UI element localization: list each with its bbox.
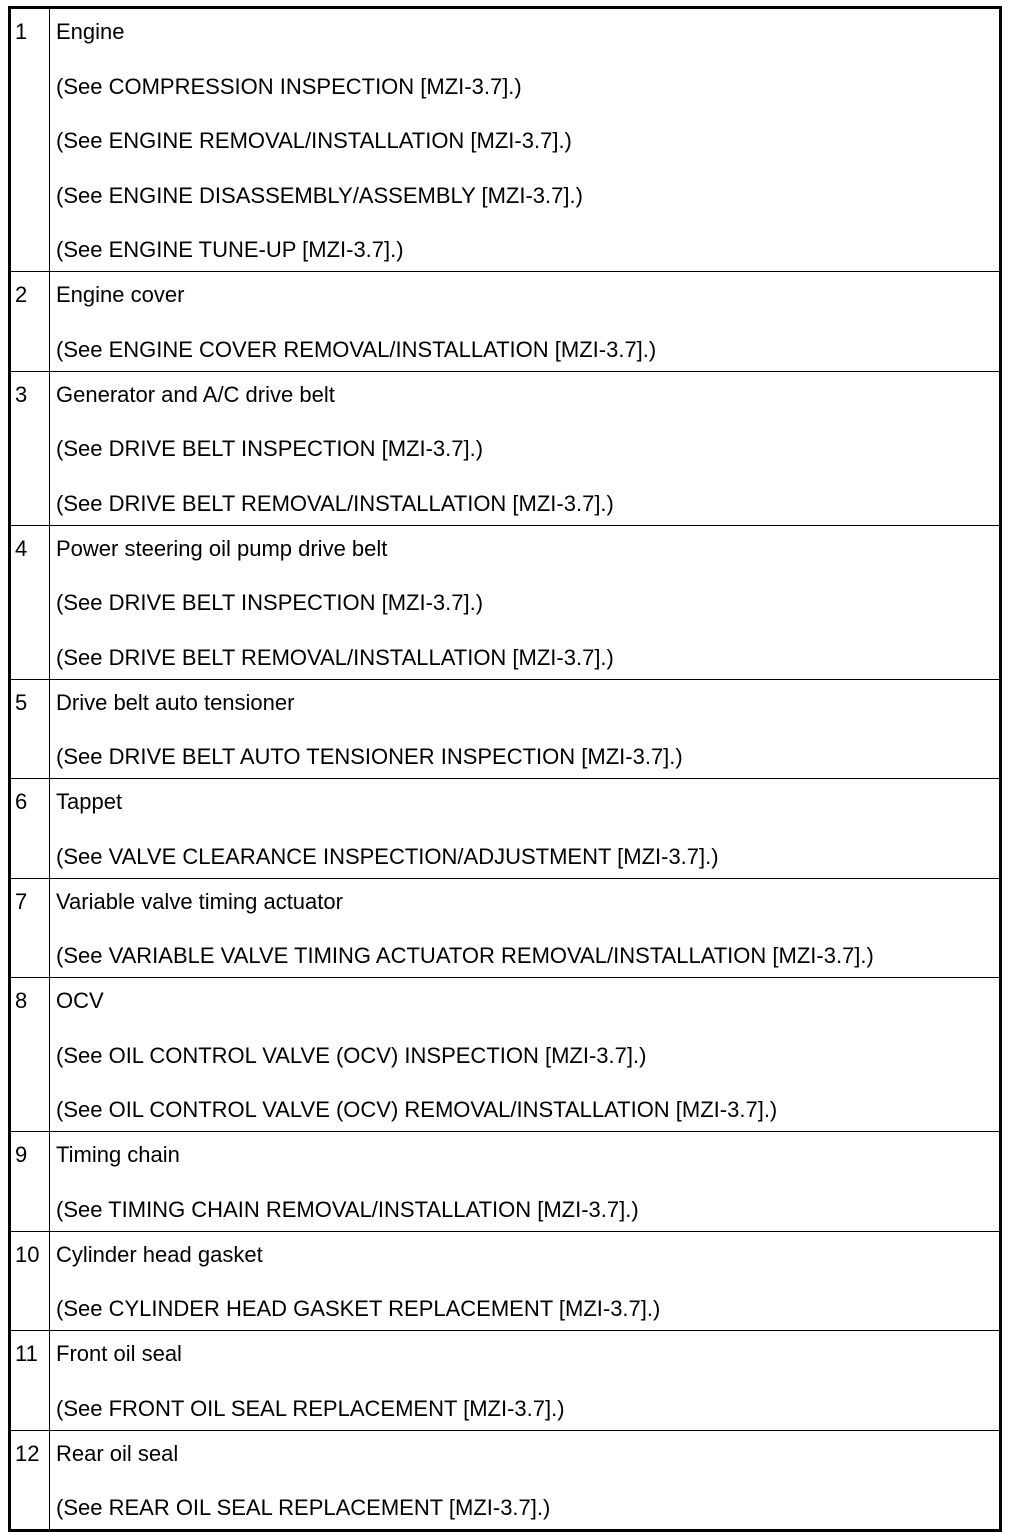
procedure-reference-link[interactable]: (See DRIVE BELT INSPECTION [MZI-3.7].) xyxy=(56,436,484,461)
component-name: Tappet xyxy=(56,789,123,814)
component-name: Power steering oil pump drive belt xyxy=(56,535,388,561)
row-content xyxy=(50,1331,1001,1431)
procedure-reference-link[interactable]: (See TIMING CHAIN REMOVAL/INSTALLATION [MZI-3.7].) xyxy=(56,1196,639,1222)
row-number: 4 xyxy=(10,525,50,679)
row-number: 12 xyxy=(10,1430,50,1531)
row-content xyxy=(50,878,1001,978)
row-number: 9 xyxy=(10,1132,50,1232)
component-name: Front oil seal xyxy=(56,1341,182,1366)
row-content xyxy=(50,272,1001,372)
row-content xyxy=(50,371,1001,525)
procedure-reference-link[interactable]: (See DRIVE BELT AUTO TENSIONER INSPECTION [MZI-3.7].) xyxy=(56,744,683,769)
row-content xyxy=(50,1231,1001,1331)
row-number: 1 xyxy=(10,8,50,272)
table-row xyxy=(10,878,1001,978)
row-number: 8 xyxy=(10,978,50,1132)
row-content xyxy=(50,1430,1001,1531)
component-name: Drive belt auto tensioner xyxy=(56,689,295,715)
row-number: 6 xyxy=(10,779,50,879)
procedure-reference-link[interactable]: (See DRIVE BELT REMOVAL/INSTALLATION [MZI-3.7].) xyxy=(56,490,614,516)
table-row xyxy=(10,1132,1001,1232)
component-name: OCV xyxy=(56,988,104,1013)
component-name: Generator and A/C drive belt xyxy=(56,381,335,407)
row-content xyxy=(50,8,1001,272)
row-content xyxy=(50,779,1001,879)
component-name: Rear oil seal xyxy=(56,1440,179,1466)
row-number: 3 xyxy=(10,371,50,525)
procedure-reference-link[interactable]: (See OIL CONTROL VALVE (OCV) REMOVAL/INSTALLATION [MZI-3.7].) xyxy=(56,1097,778,1122)
component-name: Cylinder head gasket xyxy=(56,1241,263,1267)
row-number: 11 xyxy=(10,1331,50,1431)
procedure-reference-link[interactable]: (See ENGINE COVER REMOVAL/INSTALLATION [MZI-3.7].) xyxy=(56,336,657,362)
table-row xyxy=(10,371,1001,525)
procedure-reference-link[interactable]: (See OIL CONTROL VALVE (OCV) INSPECTION [MZI-3.7].) xyxy=(56,1042,647,1068)
row-content xyxy=(50,525,1001,679)
procedure-reference-link[interactable]: (See FRONT OIL SEAL REPLACEMENT [MZI-3.7].) xyxy=(56,1395,565,1421)
table-row xyxy=(10,8,1001,272)
table-row xyxy=(10,1331,1001,1431)
row-number: 7 xyxy=(10,878,50,978)
procedure-reference-link[interactable]: (See VALVE CLEARANCE INSPECTION/ADJUSTMENT [MZI-3.7].) xyxy=(56,843,719,869)
procedure-reference-link[interactable]: (See DRIVE BELT INSPECTION [MZI-3.7].) xyxy=(56,590,484,615)
parts-reference-table xyxy=(8,6,1002,1532)
row-number: 2 xyxy=(10,272,50,372)
component-name: Engine xyxy=(56,19,125,44)
procedure-reference-link[interactable]: (See VARIABLE VALVE TIMING ACTUATOR REMOVAL/INSTALLATION [MZI-3.7].) xyxy=(56,943,874,968)
procedure-reference-link[interactable]: (See ENGINE TUNE-UP [MZI-3.7].) xyxy=(56,237,404,262)
table-row xyxy=(10,679,1001,779)
row-number: 5 xyxy=(10,679,50,779)
table-row xyxy=(10,1231,1001,1331)
procedure-reference-link[interactable]: (See DRIVE BELT REMOVAL/INSTALLATION [MZI-3.7].) xyxy=(56,644,614,670)
procedure-reference-link[interactable]: (See COMPRESSION INSPECTION [MZI-3.7].) xyxy=(56,73,522,99)
table-row xyxy=(10,272,1001,372)
component-name: Variable valve timing actuator xyxy=(56,888,343,914)
component-name: Engine cover xyxy=(56,282,185,307)
table-row xyxy=(10,1430,1001,1531)
procedure-reference-link[interactable]: (See REAR OIL SEAL REPLACEMENT [MZI-3.7].) xyxy=(56,1495,551,1520)
row-content xyxy=(50,1132,1001,1232)
table-row xyxy=(10,978,1001,1132)
component-name: Timing chain xyxy=(56,1142,180,1167)
procedure-reference-link[interactable]: (See ENGINE REMOVAL/INSTALLATION [MZI-3.7].) xyxy=(56,128,572,153)
table-row xyxy=(10,525,1001,679)
procedure-reference-link[interactable]: (See ENGINE DISASSEMBLY/ASSEMBLY [MZI-3.7].) xyxy=(56,182,583,208)
row-content xyxy=(50,978,1001,1132)
table-body xyxy=(10,8,1001,1531)
row-content xyxy=(50,679,1001,779)
procedure-reference-link[interactable]: (See CYLINDER HEAD GASKET REPLACEMENT [MZI-3.7].) xyxy=(56,1296,661,1321)
row-number: 10 xyxy=(10,1231,50,1331)
table-row xyxy=(10,779,1001,879)
